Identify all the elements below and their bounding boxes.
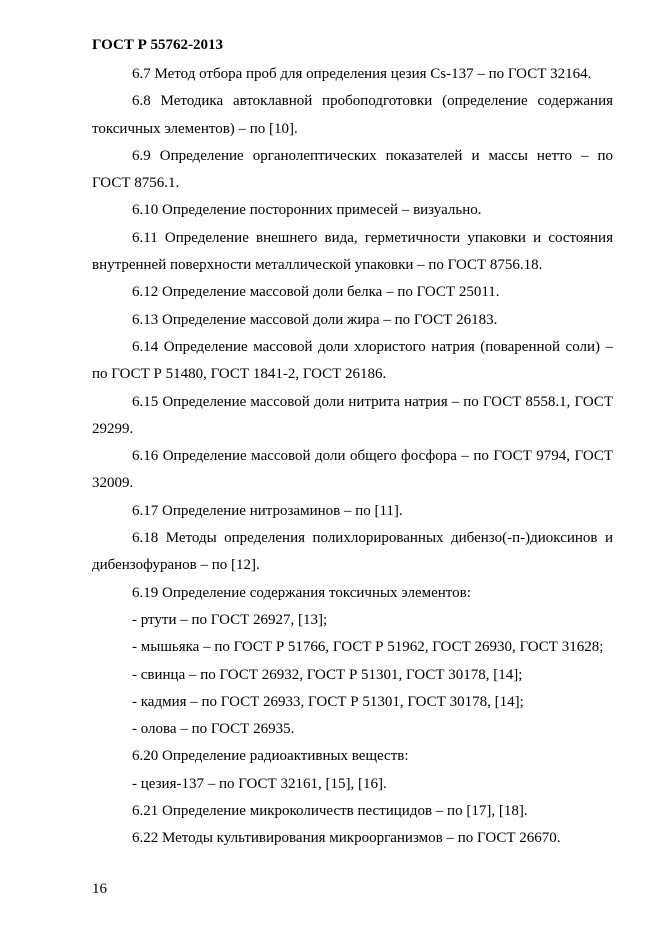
document-header: ГОСТ Р 55762-2013	[92, 37, 224, 53]
page-number: 16	[92, 881, 107, 897]
paragraph-6-19: 6.19 Определение содержания токсичных элементов:	[132, 584, 471, 601]
paragraph-6-22: 6.22 Методы культивирования микроорганизмов – по ГОСТ 26670.	[132, 830, 561, 847]
paragraph-6-8: 6.8 Методика автоклавной пробоподготовки (определение содержания токсичных элементов) – по [10].	[92, 93, 613, 137]
paragraph-6-11: 6.11 Определение внешнего вида, герметичности упаковки и состояния внутренней поверхности металлической упаковки – по ГОСТ 8756.18.	[92, 229, 613, 274]
paragraph-6-10: 6.10 Определение посторонних примесей – визуально.	[132, 202, 482, 219]
paragraph-6-12: 6.12 Определение массовой доли белка – по ГОСТ 25011.	[132, 284, 500, 301]
paragraph-6-16: 6.16 Определение массовой доли общего фосфора – по ГОСТ 9794, ГОСТ 32009.	[92, 448, 613, 492]
list-item-tin: - олова – по ГОСТ 26935.	[132, 721, 295, 738]
paragraph-6-7: 6.7 Метод отбора проб для определения цезия Cs-137 – по ГОСТ 32164.	[132, 66, 592, 82]
paragraph-6-13: 6.13 Определение массовой доли жира – по ГОСТ 26183.	[132, 311, 498, 328]
list-item-cadmium: - кадмия – по ГОСТ 26933, ГОСТ Р 51301, ГОСТ 30178, [14];	[132, 693, 524, 710]
list-item-lead: - свинца – по ГОСТ 26932, ГОСТ Р 51301, ГОСТ 30178, [14];	[132, 666, 523, 683]
paragraph-6-9: 6.9 Определение органолептических показателей и массы нетто – по ГОСТ 8756.1.	[92, 147, 613, 192]
paragraph-6-20: 6.20 Определение радиоактивных веществ:	[132, 748, 409, 765]
document-body	[92, 61, 613, 853]
paragraph-6-21: 6.21 Определение микроколичеств пестицидов – по [17], [18].	[132, 803, 528, 820]
paragraph-6-18: 6.18 Методы определения полихлорированных дибензо(-п-)диоксинов и дибензофуранов – по [12].	[92, 530, 613, 574]
list-item-arsenic: - мышьяка – по ГОСТ Р 51766, ГОСТ Р 51962, ГОСТ 26930, ГОСТ 31628;	[132, 639, 604, 656]
list-item-mercury: - ртути – по ГОСТ 26927, [13];	[132, 611, 328, 628]
paragraph-6-14: 6.14 Определение массовой доли хлористого натрия (поваренной соли) – по ГОСТ Р 51480, ГОСТ 1841-2, ГОСТ 26186.	[92, 338, 613, 383]
paragraph-6-17: 6.17 Определение нитрозаминов – по [11].	[132, 502, 403, 519]
list-item-cesium: - цезия-137 – по ГОСТ 32161, [15], [16].	[132, 775, 387, 792]
paragraph-6-15: 6.15 Определение массовой доли нитрита натрия – по ГОСТ 8558.1, ГОСТ 29299.	[92, 393, 613, 437]
